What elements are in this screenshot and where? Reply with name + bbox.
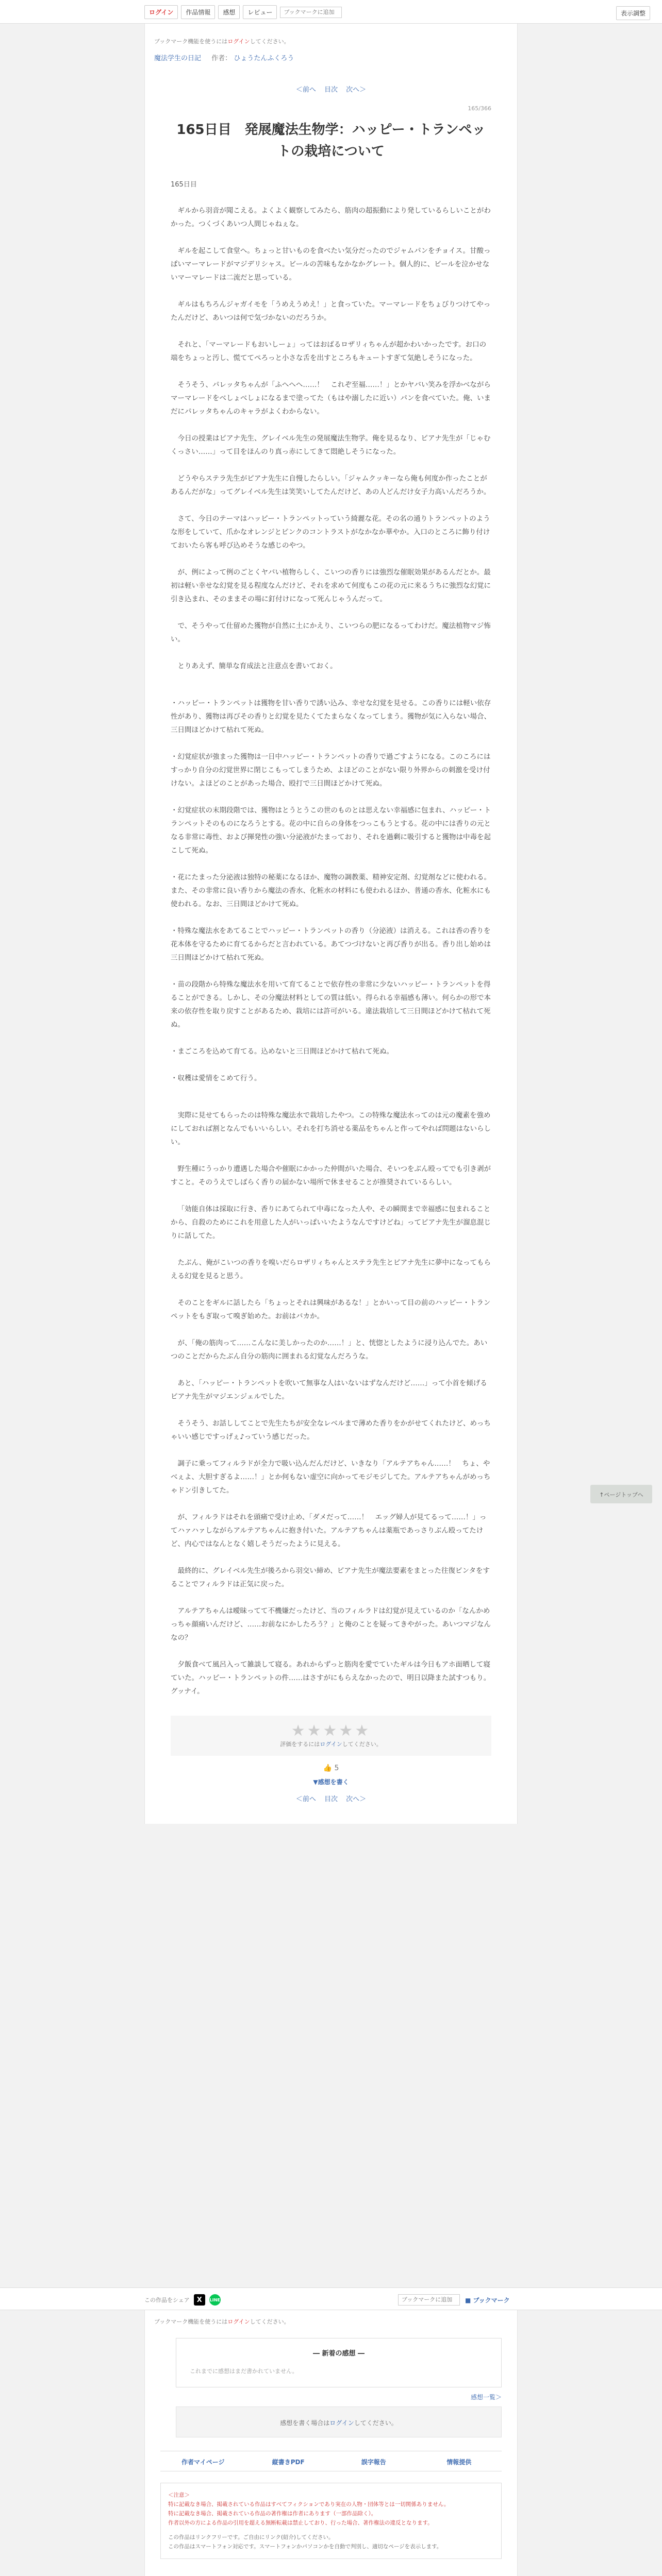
impression-login-text: 感想を書く場合は [280,2419,330,2427]
series-title-link[interactable]: 魔法学生の日記 [154,55,202,62]
body-paragraph: 今日の授業はピアナ先生、グレイベル先生の発展魔法生物学。俺を見るなり、ピアナ先生が「じゃむくっさい……」って目をほんのり真っ赤にしてきて悶絶しそうになった。 [171,434,491,456]
bullet-paragraph: ・幻覚症状が強まった獲物は一日中ハッピー・トランペットの香りで過ごすようになる。このころにはすっかり自分の幻覚世界に閉じこもってしまうため、よほどのことがない限り外界からの刺激を受け付けない。よほどのことがあった場合、殴打で三日間ほどかけて死ぬ。 [171,753,491,788]
bookmark-add-input-bottom[interactable] [398,2294,460,2306]
like-count: 5 [334,1764,339,1772]
chapter-body [145,204,517,1698]
notice-head: ＜注意＞ [168,2492,190,2498]
write-review-link[interactable]: ▼感想を書く [313,1778,349,1786]
bookmark-login-note [145,24,517,45]
body-paragraph: ギルはもちろんジャガイモを「うめえうめえ！」と食っていた。マーマレードをちょびりつけてやったんだけど、あいつは何で気づかないのだろうか。 [171,300,491,322]
share-group [144,2294,221,2306]
author-mypage-link[interactable]: 作者マイページ [181,2459,225,2466]
impressions-list-link[interactable]: 感想一覧＞ [470,2394,502,2401]
notice-line-4: この作品はリンクフリーです。ご自由にリンク(紹介)してください。 [168,2534,334,2540]
review-tab[interactable]: レビュー [243,5,277,19]
body-paragraph: どうやらステラ先生がピアナ先生に自慢したらしい。「ジャムクッキーなら俺も何度か作ったことがあるんだがな」ってグレイベル先生は笑笑いしてたんだけど、あの人どんだけ女子力高いんだろうか。 [171,474,491,496]
toc-link-bottom[interactable]: 目次 [324,1795,338,1803]
rating-note-suffix: してください。 [342,1741,382,1748]
bullets-block [171,697,491,1085]
toc-link[interactable]: 目次 [324,86,338,94]
bookmark-group [398,2294,510,2306]
share-bar [0,2287,662,2310]
prev-link-bottom[interactable]: ＜前へ [295,1795,316,1803]
body-paragraph: が、フィルラドはそれを頭痛で受け止め、「ダメだって……！ エッグ婦人が見てるって……！」ってハァハァしながらアルテアちゃんに抱き付いた。アルテアちゃんは薬瓶であっさりぶん殴ってたけど、内心ではなんとなく嬉しそうだったように見える。 [171,1513,487,1548]
bookmark-login-note-bottom [145,2310,517,2326]
body-paragraph: 夕飯食べて風呂入って雑談して寝る。あれからずっと筋肉を愛でていたギルは今日もアホ面晒して寝ていた。ハッピー・トランペットの件……はさすがにもらえなかったので、明日以降また試すつもり。グッナイ。 [171,1660,491,1696]
body-paragraph: たぶん、俺がこいつの香りを嗅いだらロザリィちゃんとステラ先生とピアナ先生に夢中になってもらえる幻覚を見ると思う。 [171,1259,491,1280]
share-label: この作品をシェア [144,2297,190,2303]
next-link[interactable]: 次へ＞ [346,86,367,94]
bullet-paragraph: ・苗の段階から特殊な魔法水を用いて育てることで依存性の非常に少ないハッピー・トランペットを得ることができる。しかし、その分魔法材料としての質は低い。得られる幸福感も薄い。何らかの形で本来の依存性を取り戻すことがあるため、栽培には許可がいる。違法栽培して三日間ほどかけて枯れて死ぬ。 [171,980,491,1029]
chapter-nav-bottom [145,1793,517,1824]
thumbs-up-icon: 👍 [323,1764,333,1772]
notice-line-5: この作品はスマートフォン対応です。スマートフォンかパソコンかを自動で判別し、適切なページを表示します。 [168,2544,442,2550]
display-settings-button[interactable]: 表示調整 [616,6,650,20]
notice-line-3: 作者以外の方による作品の引用を超える無断転載は禁止しており、行った場合、著作権法の違反となります。 [168,2520,433,2526]
body-paragraph: あと、「ハッピー・トランペットを吹いて無事な人はいないはずなんだけど……」って小首を傾げるピアナ先生がマジエンジェルでした。 [171,1379,487,1401]
author-label: 作者： [211,55,232,62]
top-bar [0,0,662,24]
body-paragraph: 実際に見せてもらったのは特殊な魔法水で栽培したやつ。この特殊な魔法水ってのは元の魔素を強めにしておれば割となんでもいいらしい。それを打ち消せる薬品をちゃんと作ってやれば問題はないらしい。 [171,1111,491,1146]
footer-links [160,2451,502,2471]
series-info [145,45,517,62]
bookmark-note-suffix-bottom: してください。 [250,2318,290,2325]
login-button[interactable]: ログイン [144,5,178,19]
rating-stars[interactable]: ★★★★★ [291,1722,371,1740]
chapter-nav-top [145,84,517,94]
bullet-paragraph: ・ハッピー・トランペットは獲物を甘い香りで誘い込み、幸せな幻覚を見せる。この香りには軽い依存性があり、獲物は再びその香りと幻覚を見たくてたまらなくなってしまう。獲物が気に入らない場合、三日間ほどかけて枯れて死ぬ。 [171,699,491,734]
bookmark-login-link[interactable]: ログイン [227,38,250,45]
bullet-paragraph: ・幻覚症状の末期段階では、獲物はとうとうこの世のものとは思えない幸福感に包まれ、ハッピー・トランペットそのものになろうとする。花の中に自らの身体をつっこもうとする。花の中には香りの元となる非常に毒性、および揮発性の強い分泌液がたまっており、それを過剰に吸引すると獲物は中毒を起こして死ぬ。 [171,806,491,855]
comment-tab[interactable]: 感想 [218,5,240,19]
bookmark-note-text-bottom: ブックマーク機能を使うには [154,2318,228,2325]
rating-login-link[interactable]: ログイン [320,1741,342,1748]
bullet-paragraph: ・特殊な魔法水をあてることでハッピー・トランペットの香り（分泌液）は消える。これは香の香りを花本体を守るために育てるからだと言われている。あてつづけないと再び香りが出る。香り出し始めは三日間ほどかけて枯れて死ぬ。 [171,927,491,962]
body-paragraph: とりあえず、簡単な育成法と注意点を書いておく。 [177,662,337,670]
impression-login-link[interactable]: ログイン [329,2419,354,2427]
bookmark-login-link-bottom[interactable]: ログイン [227,2318,250,2325]
prev-link[interactable]: ＜前へ [295,86,316,94]
page-number: 165/366 [468,105,491,112]
impression-login-suffix: してください。 [354,2419,398,2427]
impressions-empty: これまでに感想はまだ書かれていません。 [190,2368,298,2375]
notice-line-2: 特に記載なき場合、掲載されている作品の著作権は作者にあります（一部作品除く）。 [168,2511,377,2517]
next-link-bottom[interactable]: 次へ＞ [346,1795,367,1803]
chapter-title: 165日目 発展魔法生物学：ハッピー・トランペットの栽培について [176,122,486,159]
rating-note [171,1740,491,1748]
info-provide-link[interactable]: 情報提供 [446,2459,472,2466]
main-content [144,24,518,1824]
day-label: 165日目 [171,181,197,189]
line-share-icon[interactable]: LINE [209,2294,221,2306]
bookmark-note-suffix: してください。 [250,38,290,45]
body-paragraph: で、そうやって仕留めた獲物が自然に土にかえり、こいつらの肥になるってわけだ。魔法植物マジ怖い。 [171,622,491,643]
top-bar-nav [144,5,342,19]
bullet-paragraph: ・収穫は愛情をこめて行う。 [171,1074,261,1082]
bookmark-add-input[interactable] [280,7,342,18]
impression-login-box [176,2406,502,2437]
bullet-paragraph: ・まごころを込めて育てる。込めないと三日間ほどかけて枯れて死ぬ。 [171,1047,393,1056]
x-share-icon[interactable]: X [194,2294,205,2306]
paragraphs-block-1 [171,204,491,673]
body-paragraph: 野生種にうっかり遭遇した場合や催眠にかかった仲間がいた場合、そいつをぶん殴ってでも引き剥がすこと。そのうえでしばらく香りの届かない場所で休ませることが推奨されているらしい。 [171,1165,491,1187]
body-paragraph: アルテアちゃんは曖昧ってて不機嫌だったけど、当のフィルラドは幻覚が見えているのか「なんかめっちゃ顔痛いんだけど、……お前なにかしたろう？」と俺のことを疑ってきやがった。あいつマジなんなの？ [171,1607,491,1642]
body-paragraph: ギルから羽音が聞こえる。よくよく観察してみたら、筋肉の超振動により発しているらしいことがわかった。つくづくあいつ人間じゃねぇな。 [171,207,491,228]
body-paragraph: ギルを起こして食堂へ。ちょっと甘いものを食べたい気分だったのでジャムパンをチョイス。甘酸っぱいマーマレードがマジデリシャス。ビールの苦味もなかなかグレート。個人的に、ビールを泣かせないマーマレードは二流だと思っている。 [171,247,491,282]
paragraphs-block-2 [171,1109,491,1698]
new-impressions-box [176,2338,502,2387]
body-paragraph: そのことをギルに話したら「ちょっとそれは興味があるな！」とかいって目の前のハッピー・トランペットをもぎ取って嗅ぎ始めた。お前はバカか。 [171,1299,491,1320]
body-paragraph: が、「俺の筋肉って……こんなに美しかったのか……！」と、恍惚としたように浸り込んでた。あいつのことだからたぶん自分の筋肉に囲まれる幻覚なんだろうな。 [171,1339,488,1361]
like-button[interactable] [145,1764,517,1772]
bookmark-button[interactable]: ■ ブックマーク [465,2296,510,2304]
body-paragraph: さて、今日のテーマはハッピー・トランペットっていう綺麗な花。その名の通りトランペットのような形をしていて、爪かなオレンジとピンクのコントラストがなかなか華やか。入口のところに飾り付けておいたら客も呼び込めそうな感じのやつ。 [171,515,490,550]
rating-note-text: 評価をするには [280,1741,320,1748]
typo-report-link[interactable]: 誤字報告 [361,2459,386,2466]
notice-line-1: 特に記載なき場合、掲載されている作品はすべてフィクションであり実在の人物・団体等とは一切関係ありません。 [168,2501,450,2507]
works-info-tab[interactable]: 作品情報 [181,5,215,19]
rating-box [171,1716,491,1756]
impressions-title: ― 新着の感想 ― [312,2350,365,2358]
author-link[interactable]: ひょうたんふくろう [234,55,294,62]
body-paragraph: 「効能自体は採取に行き、香りにあてられて中毒になった人や、その瞬間まで幸福感に包まれることから、自殺のためにこれを用意した人がいっぱいいたようなんですけどね」ってピアナ先生が溜息混じりに話してた。 [171,1205,491,1240]
vertical-pdf-link[interactable]: 縦書きPDF [272,2459,305,2466]
body-paragraph: そうそう、パレッタちゃんが「ふへへへ……！ これぞ至福……！」とかヤバい笑みを浮かべながらマーマレードをべしょべしょになるまで塗ってた（もはや溺したに近い）パンを食べていた。俺、いまだにパレッタちゃんのキャラがよくわからない。 [171,381,491,416]
body-paragraph: 調子に乗ってフィルラドが全力で吸い込んだんだけど、いきなり「アルテアちゃん……！ ちょ、やべぇよ、大胆すぎるよ……！」とか何もない虚空に向かってモジモジしてた。アルテアちゃんがめっちゃドン引きしてた。 [171,1460,491,1495]
body-paragraph: そうそう、お話ししてことで先生たちが安全なレベルまで薄めた香りをかがせてくれたけど、めっちゃいい感じですっげぇ♪っていう感じだった。 [171,1419,491,1441]
body-paragraph: それと、「マーマレードもおいしーょ」ってはおばるロザリィちゃんが超かわいかったです。お口の端をちょっと汚し、慌ててぺろっと小さな舌を出すところもキュートすぎて気絶しそうになった。 [171,341,487,362]
bookmark-note-text: ブックマーク機能を使うには [154,38,228,45]
lower-section [144,2310,518,2576]
body-paragraph: が、例によって例のごとくヤバい植物らしく、こいつの香りには強烈な催眠効果があるんだとか。最初は軽い幸せな幻覚を見る程度なんだけど、それを求めて何度もこの花の元に来るうちに強烈な幻覚に引き込まれ、そのままその場に釘付けになって死んじゃうんだって。 [171,568,491,603]
bullet-paragraph: ・花にたまった分泌液は独特の秘薬になるほか、魔物の調教薬、精神安定剤、幻覚剤などに使われる。また、その非常に良い香りから魔法の香水、化粧水の材料にも使われるほか、普通の香水、化粧水にも使われる。なお、三日間ほどかけて死ぬ。 [171,873,491,908]
notice-box [160,2483,502,2559]
body-paragraph: 最終的に、グレイベル先生が後ろから羽交い締め、ピアナ先生が魔法要素をまとった往復ビンタをすることでフィルラドは正気に戻った。 [171,1567,490,1588]
bookmark-button-label: ブックマーク [473,2296,510,2304]
page-top-button[interactable]: ↑ページトップへ [590,1485,652,1503]
